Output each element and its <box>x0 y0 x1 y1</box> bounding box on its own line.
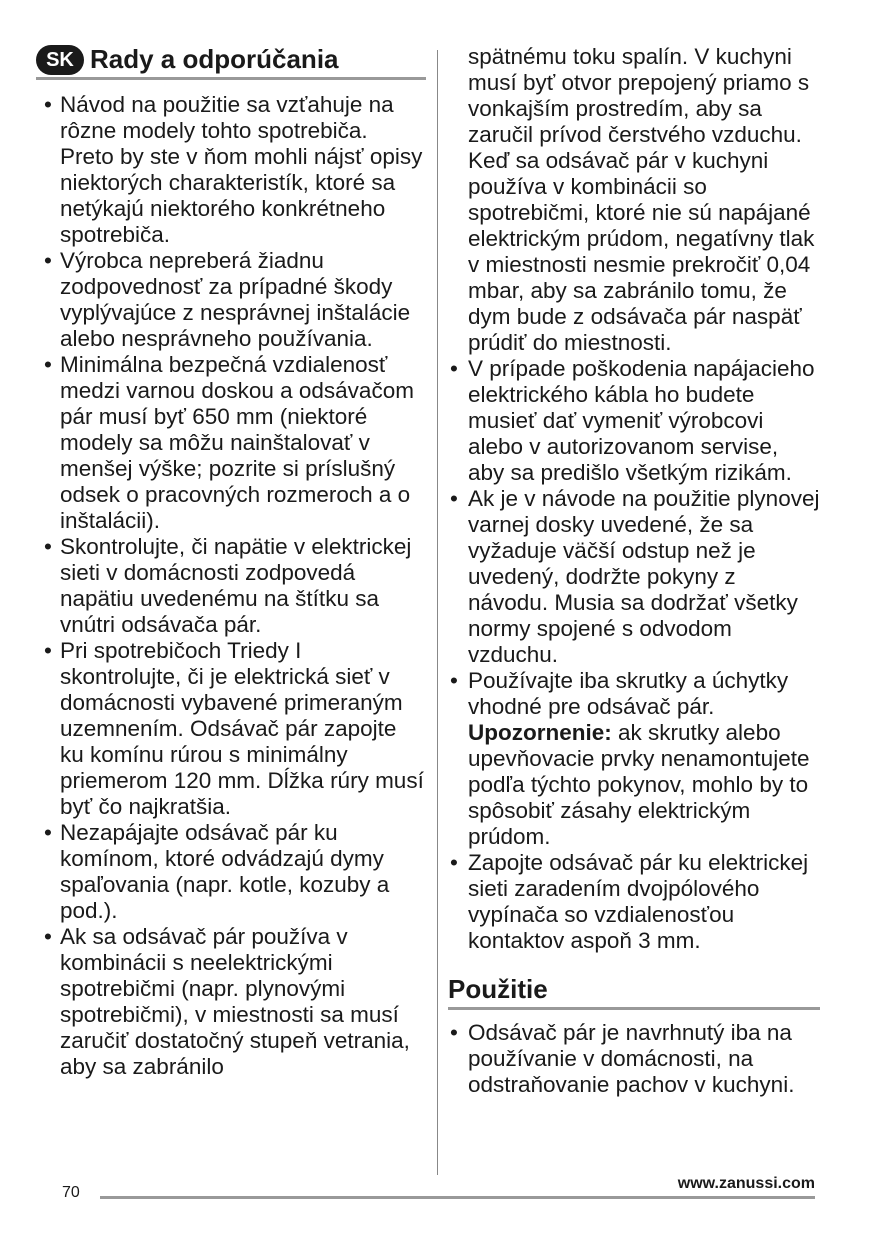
usage-list <box>448 1020 820 1098</box>
list-item: • Návod na použitie sa vzťahuje na rôzne modely tohto spotrebiča. Preto by ste v ňom mohli nájsť opisy niektorých charakteristík, ktoré sa netýkajú niektorého konkrétneho spotrebiča. <box>36 92 426 248</box>
language-badge: SK <box>36 45 84 75</box>
list-item: • Nezapájajte odsávač pár ku komínom, ktoré odvádzajú dymy spaľovania (napr. kotle, kozuby a pod.). <box>36 820 426 924</box>
warning-text: ak skrutky alebo upevňovacie prvky nenamontujete podľa týchto pokynov, mohlo by to spôsobiť zásahy elektrickým prúdom. <box>468 720 810 849</box>
list-item: • Odsávač pár je navrhnutý iba na používanie v domácnosti, na odstraňovanie pachov v kuchyni. <box>448 1020 820 1098</box>
warning-intro: Používajte iba skrutky a úchytky vhodné pre odsávač pár. <box>468 668 789 719</box>
footer-rule <box>100 1196 815 1199</box>
list-item: • Zapojte odsávač pár ku elektrickej sieti zaradením dvojpólového vypínača so vzdialenosťou kontaktov aspoň 3 mm. <box>448 850 820 954</box>
list-item: • V prípade poškodenia napájacieho elektrického kábla ho budete musieť dať vymeniť výrobcovi alebo v autorizovanom servise, aby sa predišlo všetkým rizikám. <box>448 356 820 486</box>
list-item: • Skontrolujte, či napätie v elektrickej sieti v domácnosti zodpovedá napätiu uvedenému na štítku sa vnútri odsávača pár. <box>36 534 426 638</box>
list-item-warning <box>448 668 820 850</box>
list-item: • Ak je v návode na použitie plynovej varnej dosky uvedené, že sa vyžaduje väčší odstup než je uvedený, dodržte pokyny z návodu. Musia sa dodržať všetky normy spojené s odvodom vzduchu. <box>448 486 820 668</box>
list-item: • Výrobca nepreberá žiadnu zodpovednosť za prípadné škody vyplývajúce z nesprávnej inštalácie alebo nesprávneho používania. <box>36 248 426 352</box>
footer-url: www.zanussi.com <box>677 1175 815 1192</box>
section-title: Použitie <box>448 974 548 1004</box>
column-divider <box>437 50 438 1175</box>
left-column <box>36 44 426 1080</box>
advice-list <box>36 92 426 1080</box>
page-number: 70 <box>62 1184 80 1201</box>
section-heading-advice <box>36 44 426 80</box>
right-column <box>448 44 820 1098</box>
list-item: • Minimálna bezpečná vzdialenosť medzi varnou doskou a odsávačom pár musí byť 650 mm (niektoré modely sa môžu nainštalovať v menšej výške; pozrite si príslušný odsek o pracovných rozmeroch a o inštalácii). <box>36 352 426 534</box>
list-item: • Ak sa odsávač pár používa v kombinácii s neelektrickými spotrebičmi (napr. plynovými spotrebičmi), v miestnosti sa musí zaručiť dostatočný stupeň vetrania, aby sa zabránilo <box>36 924 426 1080</box>
usage-section <box>448 974 820 1098</box>
list-item: • Pri spotrebičoch Triedy I skontrolujte, či je elektrická sieť v domácnosti vybavené primeraným uzemnením. Odsávač pár zapojte ku komínu rúrou s minimálny priemerom 120 mm. Dĺžka rúry musí byť čo najkratšia. <box>36 638 426 820</box>
warning-label: Upozornenie: <box>468 720 612 745</box>
section-title: Rady a odporúčania <box>90 44 339 74</box>
section-heading-usage <box>448 974 820 1010</box>
advice-list-continued <box>448 356 820 954</box>
continued-paragraph: spätnému toku spalín. V kuchyni musí byť otvor prepojený priamo s vonkajším prostredím, aby sa zaručil prívod čerstvého vzduchu. Keď sa odsávač pár v kuchyni používa v kombinácii so spotrebičmi, ktoré nie sú napájané elektrickým prúdom, negatívny tlak v miestnosti nesmie prekročiť 0,04 mbar, aby sa zabránilo tomu, že dym bude z odsávača pár naspäť prúdiť do miestnosti. <box>468 44 815 355</box>
